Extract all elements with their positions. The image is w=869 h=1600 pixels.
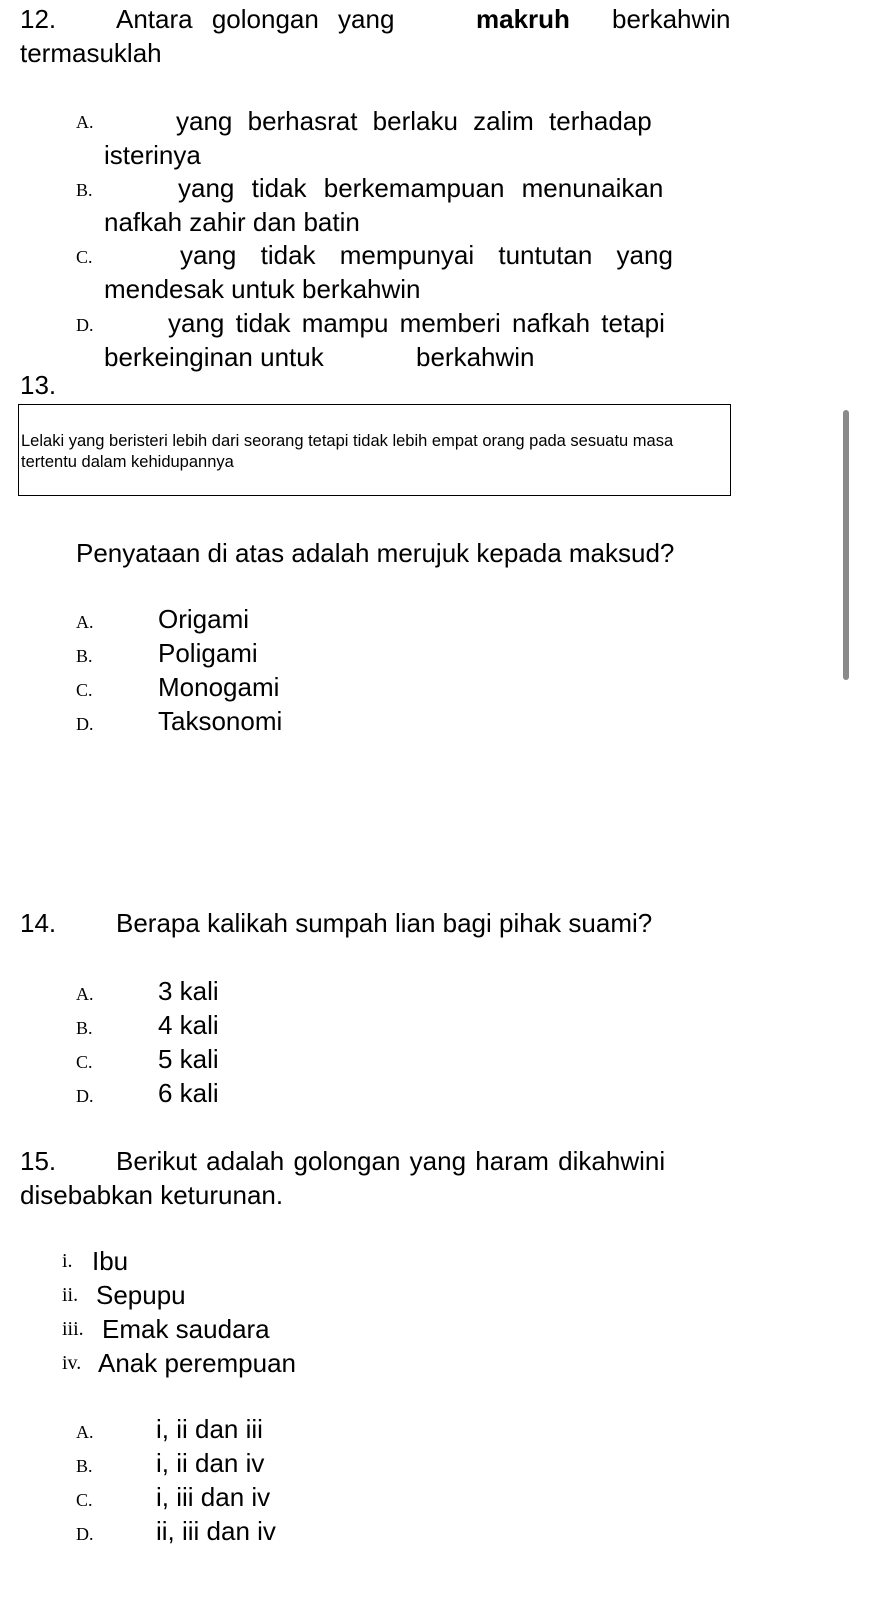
option-letter: A. xyxy=(76,612,94,632)
option-a-line2: isterinya xyxy=(104,140,201,170)
option-letter: B. xyxy=(76,1018,93,1038)
option-d-text: ii, iii dan iv xyxy=(156,1516,276,1546)
option-b-line2: nafkah zahir dan batin xyxy=(104,207,360,237)
question-text: Penyataan di atas adalah merujuk kepada maksud? xyxy=(76,538,675,568)
option-c-text: i, iii dan iv xyxy=(156,1482,271,1512)
option-a-line1: yang berhasrat berlaku zalim terhadap xyxy=(176,106,652,136)
option-letter: D. xyxy=(76,1524,94,1544)
option-letter: B. xyxy=(76,646,93,666)
option-letter: B. xyxy=(76,1456,93,1476)
option-c-text: 5 kali xyxy=(158,1044,219,1074)
option-b-line1: yang tidak berkemampuan menunaikan xyxy=(178,173,664,203)
item-text: Anak perempuan xyxy=(98,1348,297,1378)
item-text: Ibu xyxy=(92,1246,129,1276)
option-letter: C. xyxy=(76,247,93,267)
option-letter: D. xyxy=(76,1086,94,1106)
option-c-line1: yang tidak mempunyai tuntutan yang xyxy=(180,240,673,270)
option-letter: A. xyxy=(76,1422,94,1442)
option-a-text: Origami xyxy=(158,604,250,634)
question-number: 13. xyxy=(20,370,57,400)
statement-text: Lelaki yang beristeri lebih dari seorang tetapi tidak lebih empat orang pada sesuatu masa tertentu dalam kehidupannya xyxy=(21,432,674,471)
item-numeral: i. xyxy=(62,1250,73,1272)
question-text-line2: termasuklah xyxy=(20,38,162,68)
option-d-line1: yang tidak mampu memberi nafkah tetapi xyxy=(168,308,665,338)
option-b-text: Poligami xyxy=(158,638,258,668)
question-text-line2: disebabkan keturunan. xyxy=(20,1180,284,1210)
option-d-text: 6 kali xyxy=(158,1078,219,1108)
option-b-text: i, ii dan iv xyxy=(156,1448,265,1478)
option-b-text: 4 kali xyxy=(158,1010,219,1040)
option-c-line2: mendesak untuk berkahwin xyxy=(104,274,421,304)
statement-box xyxy=(18,404,731,496)
option-letter: C. xyxy=(76,680,93,700)
item-text: Sepupu xyxy=(96,1280,186,1310)
option-letter: C. xyxy=(76,1052,93,1072)
item-numeral: iv. xyxy=(62,1352,82,1374)
question-text-part2: berkahwin xyxy=(612,4,731,34)
option-a-text: 3 kali xyxy=(158,976,219,1006)
item-numeral: ii. xyxy=(62,1284,79,1306)
question-number: 12. xyxy=(20,4,57,34)
option-letter: C. xyxy=(76,1490,93,1510)
item-text: Emak saudara xyxy=(102,1314,270,1344)
option-letter: D. xyxy=(76,315,94,335)
question-text-part1: Antara golongan yang xyxy=(116,4,395,34)
option-letter: A. xyxy=(76,984,94,1004)
option-letter: A. xyxy=(76,112,94,132)
option-letter: B. xyxy=(76,180,93,200)
question-text-line1: Berikut adalah golongan yang haram dikahwini xyxy=(116,1146,666,1176)
option-a-text: i, ii dan iii xyxy=(156,1414,263,1444)
scrollbar-thumb[interactable] xyxy=(843,410,849,680)
item-numeral: iii. xyxy=(62,1318,84,1340)
option-d-text: Taksonomi xyxy=(158,706,283,736)
question-number: 15. xyxy=(20,1146,57,1176)
option-c-text: Monogami xyxy=(158,672,280,702)
option-letter: D. xyxy=(76,714,94,734)
question-text: Berapa kalikah sumpah lian bagi pihak suami? xyxy=(116,908,653,938)
question-text-bold: makruh xyxy=(476,4,570,34)
option-d-line2b: berkahwin xyxy=(416,342,535,372)
question-number: 14. xyxy=(20,908,57,938)
option-d-line2a: berkeinginan untuk xyxy=(104,342,324,372)
